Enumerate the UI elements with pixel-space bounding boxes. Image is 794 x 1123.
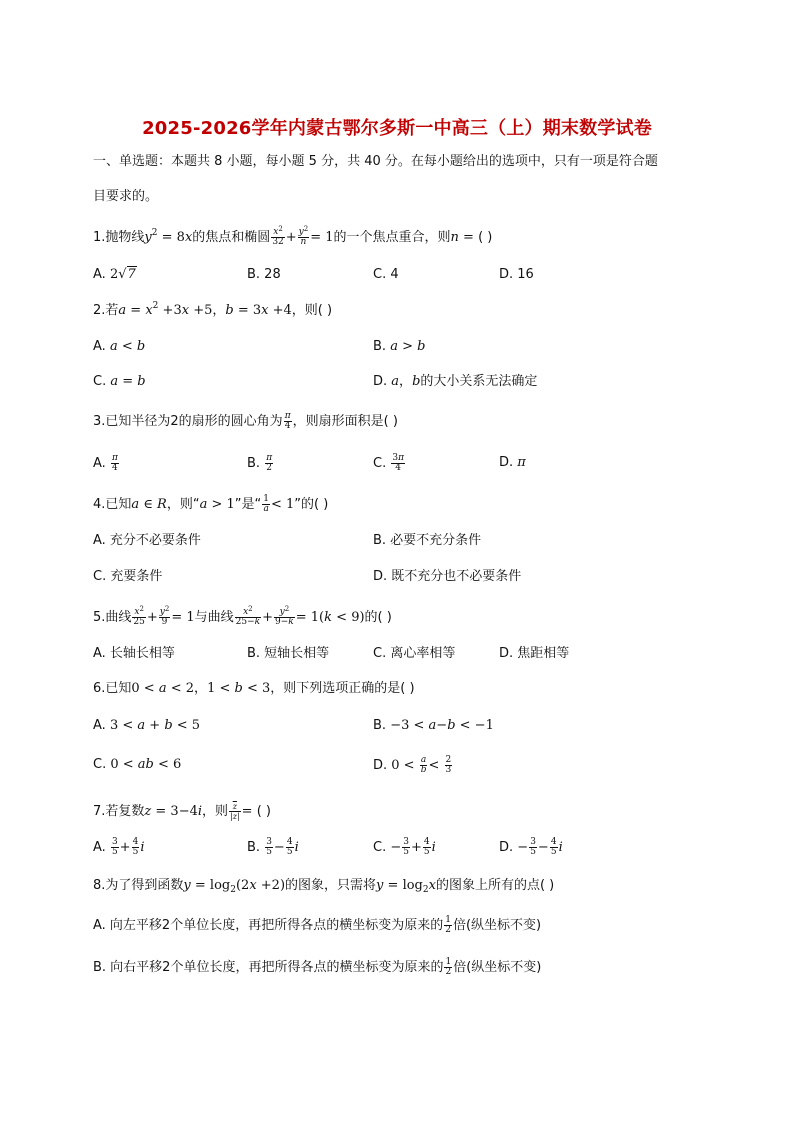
q4-option-d[interactable]: D. 既不充分也不必要条件 xyxy=(373,569,522,584)
q5-option-a[interactable]: A. 长轴长相等 xyxy=(93,646,175,661)
q1-text-c: 的一个焦点重合，则 xyxy=(333,230,451,245)
q6-option-a[interactable]: A. 3 < a + b < 5 xyxy=(93,718,201,733)
question-3: 3.已知半径为2的扇形的圆心角为 $\frac{\pi}{4}$ ，则扇形面积是( ) xyxy=(93,411,398,431)
q2-option-c[interactable]: C. a = b xyxy=(93,374,146,389)
q7-option-a[interactable]: A. $\frac{3}{5}$ + $\frac{4}{5}$ i xyxy=(93,837,145,857)
q7-option-c[interactable]: C. − $\frac{3}{5}$ + $\frac{4}{5}$ i xyxy=(373,837,436,857)
q2-option-d[interactable]: D. a，b的大小关系无法确定 xyxy=(373,374,538,389)
q5-option-c[interactable]: C. 离心率相等 xyxy=(373,646,456,661)
section-header-line1: 一、单选题：本题共 8 小题，每小题 5 分，共 40 分。在每小题给出的选项中，只有一项是符合题 xyxy=(93,154,658,169)
q6-option-d[interactable]: D. 0 < $\frac{a}{b}$ < $\frac{2}{3}$ xyxy=(373,755,452,775)
q3-option-b[interactable]: B. $\frac{\pi}{2}$ xyxy=(247,453,273,473)
question-2: 2.若$a = x^2 +3x +5$，b = 3x +4，则( ) xyxy=(93,301,333,318)
q3-option-c[interactable]: C. $\frac{3\pi}{4}$ xyxy=(373,453,404,473)
q8-option-b[interactable]: B. 向右平移2个单位长度，再把所得各点的横坐标变为原来的 $\frac{1}{2}$ 倍(纵坐标不变) xyxy=(93,957,542,977)
q5-option-d[interactable]: D. 焦距相等 xyxy=(499,646,570,661)
q5-option-b[interactable]: B. 短轴长相等 xyxy=(247,646,330,661)
q4-option-a[interactable]: A. 充分不必要条件 xyxy=(93,533,201,548)
q1-option-a[interactable]: A. 2√7 xyxy=(93,267,136,282)
q8-option-a[interactable]: A. 向左平移2个单位长度，再把所得各点的横坐标变为原来的 $\frac{1}{2}$ 倍(纵坐标不变) xyxy=(93,915,542,935)
q1-option-c[interactable]: C. 4 xyxy=(373,267,399,282)
question-8: 8.为了得到函数$y = \log_2(2x +2)$的图象，只需将$y = \log_2x$的图象上所有的点( ) xyxy=(93,878,555,895)
q7-option-d[interactable]: D. − $\frac{3}{5}$ − $\frac{4}{5}$ i xyxy=(499,837,563,857)
q1-num: 1. xyxy=(93,230,106,245)
q2-option-b[interactable]: B. a > b xyxy=(373,339,426,354)
question-4: 4.已知a ∈ R，则“a > 1”是“ $\frac{1}{a}$ < 1”的( ) xyxy=(93,494,329,514)
q1-text-b: 的焦点和椭圆 xyxy=(192,230,271,245)
q1-option-d[interactable]: D. 16 xyxy=(499,267,534,282)
q2-option-a[interactable]: A. a < b xyxy=(93,339,146,354)
q1-text-d: ( ) xyxy=(478,230,493,245)
q4-option-c[interactable]: C. 充要条件 xyxy=(93,569,163,584)
question-6: 6.已知0 < a < 2，1 < b < 3，则下列选项正确的是( ) xyxy=(93,681,415,696)
question-5: 5.曲线 $\frac{x^2}{25}$ + $\frac{y^2}{9}$ = 1与曲线 $\frac{x^2}{25-k}$ + $\frac{y^2}{9-k}$ = 1(k < 9)的( ) xyxy=(93,605,392,627)
q1-option-b[interactable]: B. 28 xyxy=(247,267,281,282)
q3-option-d[interactable]: D. π xyxy=(499,455,526,470)
q4-option-b[interactable]: B. 必要不充分条件 xyxy=(373,533,482,548)
q7-option-b[interactable]: B. $\frac{3}{5}$ − $\frac{4}{5}$ i xyxy=(247,837,299,857)
page-title: 2025-2026学年内蒙古鄂尔多斯一中高三（上）期末数学试卷 xyxy=(142,118,652,139)
q1-text-a: 抛物线 xyxy=(105,230,145,245)
q1-frac-y: $\frac{y^2}{n}$ xyxy=(298,225,309,247)
q1-frac-x: $\frac{x^2}{32}$ xyxy=(272,225,284,247)
section-header-line2: 目要求的。 xyxy=(93,189,159,204)
question-7: 7.若复数z = 3−4i，则 $\frac{\overline{z}}{|z|}$ = ( ) xyxy=(93,802,271,821)
q6-option-b[interactable]: B. −3 < a−b < −1 xyxy=(373,718,494,733)
question-1: 1.抛物线$y^2 = 8x$的焦点和椭圆 $\frac{x^2}{32}$ + $\frac{y^2}{n}$ = 1的一个焦点重合，则n = ( ) xyxy=(93,225,493,247)
q6-option-c[interactable]: C. 0 < ab < 6 xyxy=(93,757,182,772)
q3-option-a[interactable]: A. $\frac{\pi}{4}$ xyxy=(93,453,118,473)
